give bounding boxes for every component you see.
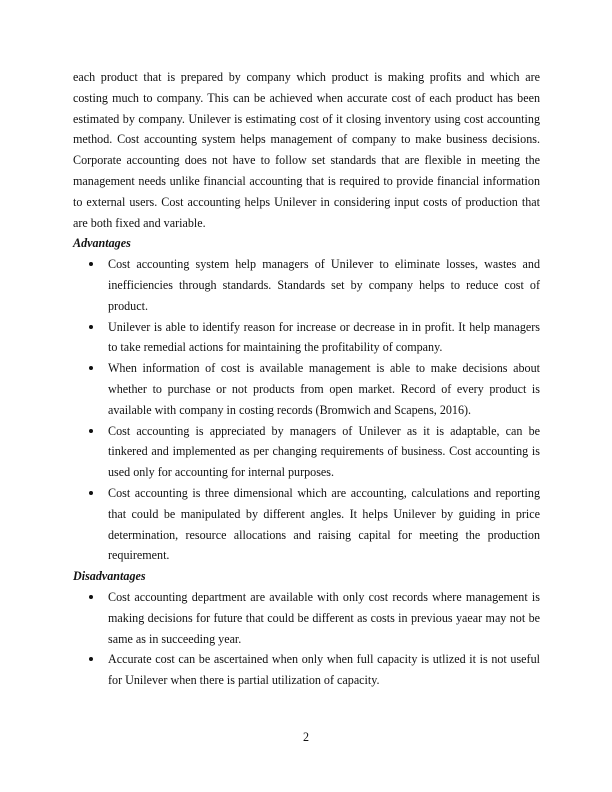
disadvantage-item [73,649,540,691]
bullet-icon [89,262,93,266]
bullet-icon [89,429,93,433]
bullet-icon [89,366,93,370]
disadvantage-text: Cost accounting department are available with only cost records where management is making decisions for future that could be different as costs in previous yaear may not be same as in succeeding year. [108,589,540,646]
advantage-item [73,421,540,483]
advantage-item [73,483,540,566]
advantages-heading: Advantages [73,236,131,251]
advantage-text: Cost accounting is appreciated by managers of Unilever as it is adaptable, can be tinkered and implemented as per changing requirements of business. Cost accounting is used only for accounting for internal purposes. [108,423,540,480]
advantage-text: Cost accounting system help managers of Unilever to eliminate losses, wastes and inefficiencies through standards. Standards set by company helps to reduce cost of product. [108,257,540,313]
disadvantage-text: Accurate cost can be ascertained when only when full capacity is utlized it is not useful for Unilever when there is partial utilization of capacity. [108,652,540,688]
disadvantages-list [73,587,540,691]
advantages-list [73,254,540,566]
advantage-text: When information of cost is available management is able to make decisions about whether to purchase or not products from open market. Record of every product is available with company in costing records (Bromwich and Scapens, 2016). [108,361,540,417]
advantage-item [73,254,540,316]
disadvantage-item [73,587,540,649]
bullet-icon [89,325,93,329]
page-content [73,67,540,691]
advantage-text: Unilever is able to identify reason for increase or decrease in in profit. It help managers to take remedial actions for maintaining the profitability of company. [108,319,540,355]
intro-paragraph: each product that is prepared by company which product is making profits and which are costing much to company. This can be achieved when accurate cost of each product has been estimated by company. Unilever is estimating cost of it closing inventory using cost accounting method. Cost accounting system helps management of company to make business decisions. Corporate accounting does not have to follow set standards that are flexible in meeting the management needs unlike financial accounting that is required to provide financial information to external users. Cost accounting helps Unilever in considering input costs of production that are both fixed and variable. [73,70,540,230]
page-number: 2 [302,730,310,744]
advantage-item [73,358,540,420]
advantage-text: Cost accounting is three dimensional which are accounting, calculations and reporting that could be manipulated by different angles. It helps Unilever by guiding in price determination, resource allocations and raising capital for meeting the production requirement. [108,485,540,563]
disadvantages-heading: Disadvantages [73,569,146,584]
bullet-icon [89,491,93,495]
bullet-icon [89,657,93,661]
advantage-item [73,317,540,359]
bullet-icon [89,595,93,599]
